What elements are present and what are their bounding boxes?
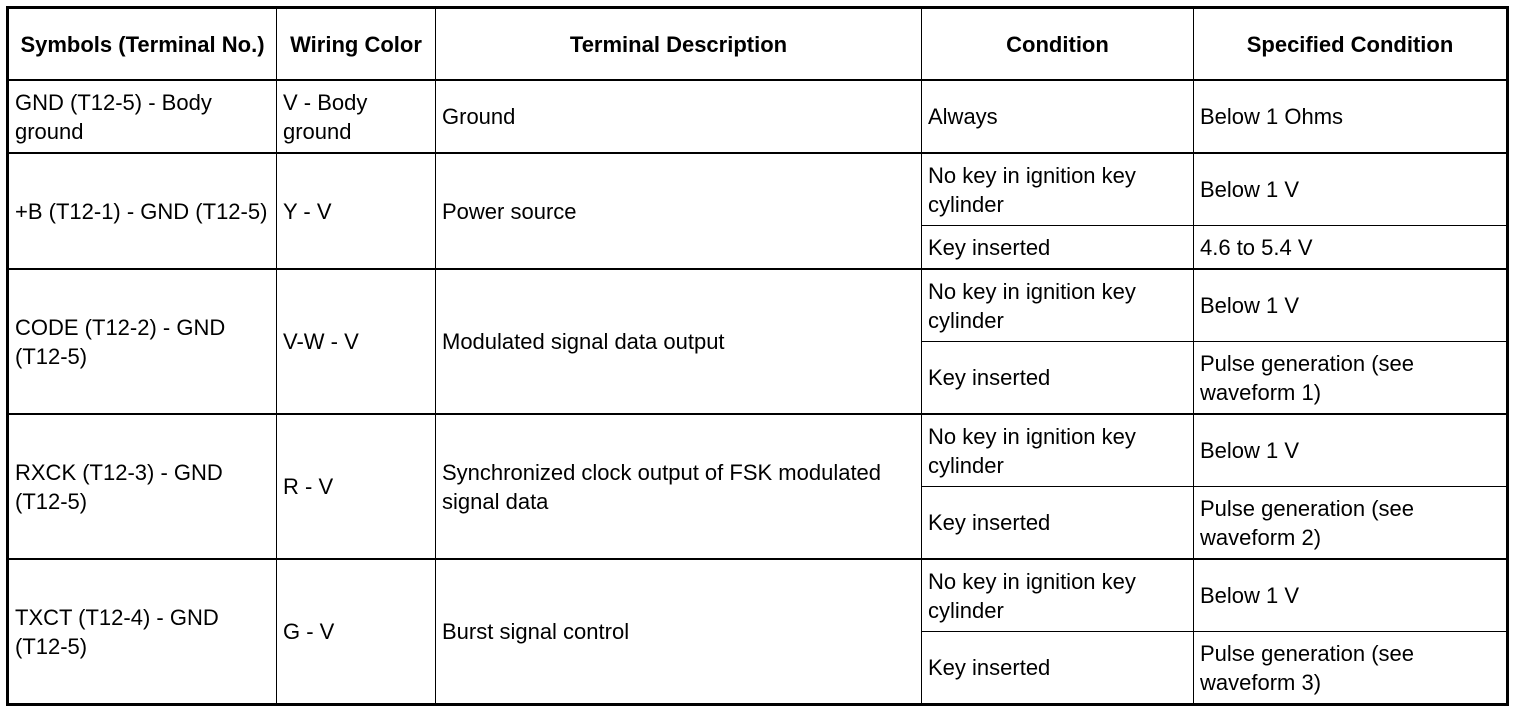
- header-wiring-color: Wiring Color: [277, 8, 436, 81]
- terminal-table-container: [6, 6, 1506, 706]
- specified-cell: Pulse generation (see waveform 3): [1194, 632, 1508, 705]
- specified-cell: Below 1 V: [1194, 269, 1508, 342]
- table-row: [8, 414, 1508, 487]
- header-condition: Condition: [922, 8, 1194, 81]
- specified-cell: Pulse generation (see waveform 2): [1194, 487, 1508, 560]
- specified-cell: 4.6 to 5.4 V: [1194, 226, 1508, 270]
- description-cell: Power source: [436, 153, 922, 269]
- wiring-cell: V-W - V: [277, 269, 436, 414]
- symbol-cell: RXCK (T12-3) - GND (T12-5): [8, 414, 277, 559]
- terminal-table: [6, 6, 1509, 706]
- header-row: [8, 8, 1508, 81]
- specified-cell: Pulse generation (see waveform 1): [1194, 342, 1508, 415]
- table-row: [8, 559, 1508, 632]
- condition-cell: No key in ignition key cylinder: [922, 153, 1194, 226]
- description-cell: Synchronized clock output of FSK modulated signal data: [436, 414, 922, 559]
- wiring-cell: R - V: [277, 414, 436, 559]
- condition-cell: Key inserted: [922, 632, 1194, 705]
- table-row: [8, 269, 1508, 342]
- symbol-cell: CODE (T12-2) - GND (T12-5): [8, 269, 277, 414]
- description-cell: Modulated signal data output: [436, 269, 922, 414]
- condition-cell: Key inserted: [922, 487, 1194, 560]
- table-row: [8, 153, 1508, 226]
- header-terminal-description: Terminal Description: [436, 8, 922, 81]
- wiring-cell: Y - V: [277, 153, 436, 269]
- specified-cell: Below 1 V: [1194, 414, 1508, 487]
- table-row: [8, 80, 1508, 153]
- wiring-cell: V - Body ground: [277, 80, 436, 153]
- condition-cell: No key in ignition key cylinder: [922, 269, 1194, 342]
- symbol-cell: GND (T12-5) - Body ground: [8, 80, 277, 153]
- condition-cell: Key inserted: [922, 342, 1194, 415]
- specified-cell: Below 1 V: [1194, 153, 1508, 226]
- condition-cell: Always: [922, 80, 1194, 153]
- symbol-cell: TXCT (T12-4) - GND (T12-5): [8, 559, 277, 705]
- description-cell: Burst signal control: [436, 559, 922, 705]
- condition-cell: Key inserted: [922, 226, 1194, 270]
- specified-cell: Below 1 V: [1194, 559, 1508, 632]
- header-specified-condition: Specified Condition: [1194, 8, 1508, 81]
- condition-cell: No key in ignition key cylinder: [922, 414, 1194, 487]
- header-symbols: Symbols (Terminal No.): [8, 8, 277, 81]
- condition-cell: No key in ignition key cylinder: [922, 559, 1194, 632]
- wiring-cell: G - V: [277, 559, 436, 705]
- symbol-cell: +B (T12-1) - GND (T12-5): [8, 153, 277, 269]
- description-cell: Ground: [436, 80, 922, 153]
- specified-cell: Below 1 Ohms: [1194, 80, 1508, 153]
